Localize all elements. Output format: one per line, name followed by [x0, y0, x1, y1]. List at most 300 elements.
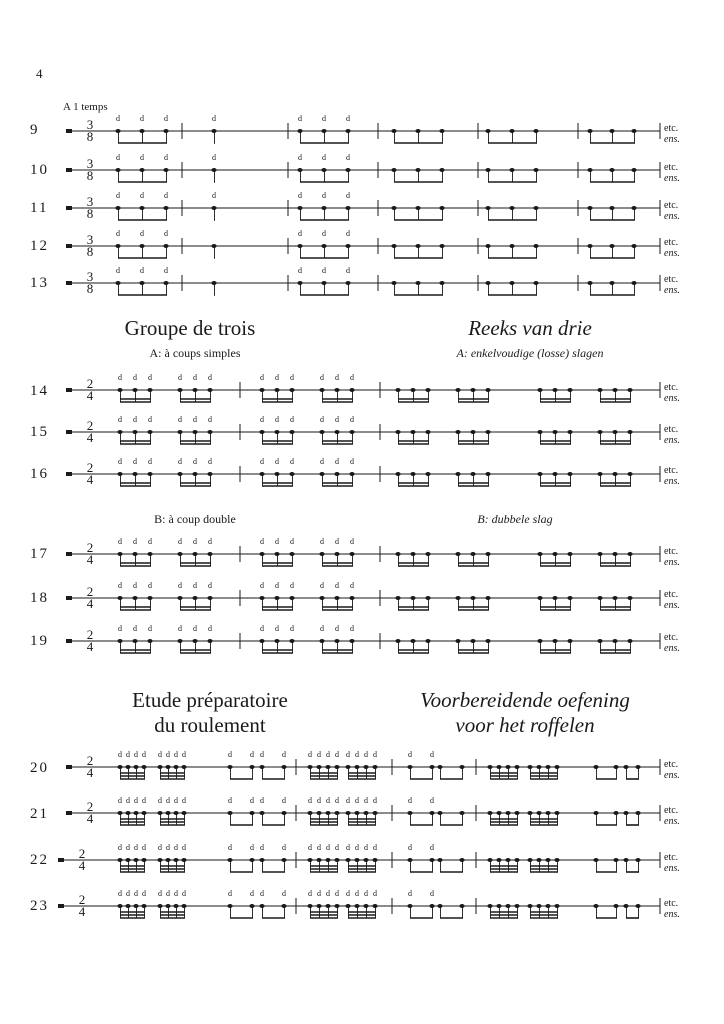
note-head: [627, 430, 632, 434]
sticking-mark: d: [148, 624, 152, 633]
sticking-mark: d: [364, 796, 368, 805]
note-head: [470, 472, 475, 476]
note-head: [181, 904, 186, 908]
sticking-mark: d: [164, 114, 168, 123]
note-head: [514, 811, 519, 815]
note-head: [439, 244, 444, 248]
note-head: [395, 472, 400, 476]
sticking-mark: d: [182, 889, 186, 898]
note-head: [487, 858, 492, 862]
exercise-number: 9: [30, 122, 40, 138]
note-head: [470, 388, 475, 392]
sticking-mark: d: [148, 581, 152, 590]
sticking-mark: d: [260, 415, 264, 424]
note-head: [485, 388, 490, 392]
note-head: [545, 904, 550, 908]
note-head: [345, 129, 350, 133]
note-head: [496, 765, 501, 769]
sticking-mark: d: [282, 796, 286, 805]
note-head: [410, 430, 415, 434]
sticking-mark: d: [193, 373, 197, 382]
note-head: [321, 168, 326, 172]
note-head: [527, 811, 532, 815]
sticking-mark: d: [260, 889, 264, 898]
note-head: [391, 281, 396, 285]
sticking-mark: d: [178, 581, 182, 590]
sticking-mark: d: [430, 889, 434, 898]
note-head: [536, 811, 541, 815]
note-head: [593, 811, 598, 815]
clef-mark: [66, 552, 72, 556]
sticking-mark: d: [228, 796, 232, 805]
sticking-mark: d: [355, 889, 359, 898]
note-head: [407, 858, 412, 862]
time-signature-numerator: 2: [86, 376, 94, 391]
sticking-mark: d: [335, 415, 339, 424]
note-head: [147, 388, 152, 392]
sticking-mark: d: [335, 889, 339, 898]
sticking-mark: d: [142, 843, 146, 852]
exercise-number: 10: [30, 162, 49, 178]
note-head: [139, 129, 144, 133]
note-head: [533, 206, 538, 210]
sticking-mark: d: [140, 191, 144, 200]
note-head: [316, 765, 321, 769]
sticking-mark: d: [178, 537, 182, 546]
note-head: [211, 206, 216, 210]
note-head: [527, 765, 532, 769]
sticking-mark: d: [355, 796, 359, 805]
sticking-mark: d: [118, 624, 122, 633]
note-head: [609, 244, 614, 248]
sticking-mark: d: [158, 796, 162, 805]
note-head: [211, 244, 216, 248]
sticking-mark: d: [182, 796, 186, 805]
sticking-mark: d: [364, 889, 368, 898]
clef-mark: [66, 244, 72, 248]
note-head: [410, 388, 415, 392]
note-head: [319, 596, 324, 600]
sticking-mark: d: [193, 581, 197, 590]
note-head: [117, 388, 122, 392]
sticking-mark: d: [335, 796, 339, 805]
exercise-number: 19: [30, 633, 49, 649]
exercise-number: 16: [30, 466, 49, 482]
single-strokes-nl: A: enkelvoudige (losse) slagen: [456, 346, 604, 360]
time-signature-numerator: 2: [86, 418, 94, 433]
note-head: [259, 552, 264, 556]
time-signature-numerator: 3: [86, 117, 94, 132]
double-stroke-nl: B: dubbele slag: [477, 512, 553, 526]
note-head: [391, 206, 396, 210]
sticking-mark: d: [118, 457, 122, 466]
sticking-mark: d: [355, 843, 359, 852]
sticking-mark: d: [335, 750, 339, 759]
note-head: [455, 430, 460, 434]
note-head: [249, 858, 254, 862]
sticking-mark: d: [275, 581, 279, 590]
note-head: [415, 168, 420, 172]
note-head: [509, 168, 514, 172]
note-head: [635, 765, 640, 769]
sticking-mark: d: [308, 796, 312, 805]
note-head: [177, 596, 182, 600]
note-head: [597, 388, 602, 392]
time-signature-denominator: 8: [86, 206, 94, 221]
sticking-mark: d: [373, 796, 377, 805]
time-signature-numerator: 2: [86, 799, 94, 814]
sticking-mark: d: [275, 624, 279, 633]
sticking-mark: d: [298, 114, 302, 123]
sticking-mark: d: [335, 624, 339, 633]
note-head: [597, 639, 602, 643]
note-head: [349, 388, 354, 392]
sticking-mark: d: [317, 750, 321, 759]
time-signature-numerator: 3: [86, 232, 94, 247]
note-head: [537, 388, 542, 392]
roll-title-fr-2: du roulement: [154, 713, 266, 737]
note-head: [334, 388, 339, 392]
note-head: [439, 206, 444, 210]
exercise-number: 17: [30, 546, 49, 562]
note-head: [249, 765, 254, 769]
note-head: [133, 765, 138, 769]
note-head: [631, 244, 636, 248]
sticking-mark: d: [134, 796, 138, 805]
sticking-mark: d: [350, 624, 354, 633]
note-head: [459, 904, 464, 908]
note-head: [597, 596, 602, 600]
time-signature-numerator: 3: [86, 269, 94, 284]
note-head: [259, 811, 264, 815]
time-signature-numerator: 2: [78, 892, 86, 907]
time-signature-numerator: 3: [86, 156, 94, 171]
etc-marker: etc. ens.: [664, 805, 680, 827]
note-head: [395, 639, 400, 643]
note-head: [623, 765, 628, 769]
sticking-mark: d: [364, 750, 368, 759]
sticking-mark: d: [164, 191, 168, 200]
note-head: [163, 168, 168, 172]
sticking-mark: d: [373, 843, 377, 852]
etc-marker: etc. ens.: [664, 546, 680, 568]
note-head: [307, 904, 312, 908]
note-head: [612, 472, 617, 476]
etc-marker: etc. ens.: [664, 274, 680, 296]
note-head: [597, 552, 602, 556]
note-head: [259, 472, 264, 476]
note-head: [485, 596, 490, 600]
note-head: [554, 765, 559, 769]
time-signature-denominator: 8: [86, 244, 94, 259]
note-head: [537, 639, 542, 643]
note-head: [259, 639, 264, 643]
sticking-mark: d: [320, 457, 324, 466]
tempo-mark: A 1 temps: [63, 101, 108, 113]
exercise-number: 21: [30, 806, 49, 822]
note-head: [297, 244, 302, 248]
time-signature-numerator: 2: [86, 540, 94, 555]
note-head: [567, 596, 572, 600]
note-head: [274, 596, 279, 600]
sticking-mark: d: [166, 750, 170, 759]
note-head: [470, 639, 475, 643]
roll-title-nl-1: Voorbereidende oefening: [420, 688, 630, 712]
note-head: [470, 430, 475, 434]
sticking-mark: d: [174, 889, 178, 898]
note-head: [429, 811, 434, 815]
note-head: [354, 765, 359, 769]
note-head: [139, 281, 144, 285]
note-head: [372, 811, 377, 815]
time-signature-denominator: 8: [86, 168, 94, 183]
note-head: [334, 472, 339, 476]
note-head: [325, 904, 330, 908]
note-head: [281, 858, 286, 862]
note-head: [407, 765, 412, 769]
note-head: [181, 858, 186, 862]
etc-marker: etc. ens.: [664, 632, 680, 654]
note-head: [410, 472, 415, 476]
note-head: [281, 811, 286, 815]
note-head: [289, 388, 294, 392]
note-head: [533, 244, 538, 248]
note-head: [537, 596, 542, 600]
note-head: [533, 168, 538, 172]
sticking-mark: d: [212, 153, 216, 162]
note-head: [115, 281, 120, 285]
note-head: [470, 596, 475, 600]
note-head: [533, 129, 538, 133]
exercise-number: 23: [30, 898, 49, 914]
sticking-mark: d: [148, 415, 152, 424]
sticking-mark: d: [308, 750, 312, 759]
note-head: [132, 472, 137, 476]
note-head: [132, 552, 137, 556]
sticking-mark: d: [335, 843, 339, 852]
sticking-mark: d: [164, 266, 168, 275]
note-head: [132, 430, 137, 434]
sticking-mark: d: [250, 889, 254, 898]
note-head: [439, 168, 444, 172]
etc-marker: etc. ens.: [664, 237, 680, 259]
sticking-mark: d: [250, 750, 254, 759]
note-head: [612, 388, 617, 392]
note-head: [509, 206, 514, 210]
note-head: [496, 904, 501, 908]
note-head: [319, 552, 324, 556]
note-head: [139, 168, 144, 172]
note-head: [552, 596, 557, 600]
note-head: [307, 765, 312, 769]
note-head: [455, 472, 460, 476]
note-head: [455, 388, 460, 392]
note-head: [609, 281, 614, 285]
sticking-mark: d: [250, 843, 254, 852]
note-head: [536, 904, 541, 908]
clef-mark: [66, 430, 72, 434]
sticking-mark: d: [335, 581, 339, 590]
note-head: [631, 129, 636, 133]
note-head: [487, 765, 492, 769]
clef-mark: [66, 765, 72, 769]
note-head: [211, 281, 216, 285]
sticking-mark: d: [182, 843, 186, 852]
sticking-mark: d: [373, 889, 377, 898]
note-head: [429, 904, 434, 908]
note-head: [334, 904, 339, 908]
note-head: [125, 811, 130, 815]
note-head: [115, 168, 120, 172]
page-number: 4: [36, 66, 43, 81]
note-head: [363, 904, 368, 908]
sticking-mark: d: [158, 750, 162, 759]
note-head: [147, 472, 152, 476]
note-head: [459, 858, 464, 862]
sticking-mark: d: [408, 889, 412, 898]
note-head: [514, 765, 519, 769]
note-head: [325, 858, 330, 862]
note-head: [627, 472, 632, 476]
note-head: [395, 388, 400, 392]
note-head: [141, 858, 146, 862]
sticking-mark: d: [408, 843, 412, 852]
sticking-mark: d: [320, 537, 324, 546]
clef-mark: [66, 811, 72, 815]
note-head: [319, 639, 324, 643]
note-head: [425, 639, 430, 643]
note-head: [259, 858, 264, 862]
time-signature-numerator: 2: [86, 627, 94, 642]
note-head: [316, 858, 321, 862]
sticking-mark: d: [298, 191, 302, 200]
note-head: [609, 129, 614, 133]
sticking-mark: d: [320, 415, 324, 424]
note-head: [437, 811, 442, 815]
note-head: [612, 639, 617, 643]
note-head: [181, 811, 186, 815]
note-head: [297, 168, 302, 172]
sticking-mark: d: [148, 537, 152, 546]
exercise-number: 20: [30, 760, 49, 776]
note-head: [363, 811, 368, 815]
sticking-mark: d: [430, 750, 434, 759]
sticking-mark: d: [320, 581, 324, 590]
note-head: [587, 168, 592, 172]
etc-marker: etc. ens.: [664, 123, 680, 145]
sticking-mark: d: [322, 191, 326, 200]
note-head: [395, 596, 400, 600]
note-head: [354, 904, 359, 908]
note-head: [363, 765, 368, 769]
sticking-mark: d: [260, 843, 264, 852]
note-head: [141, 765, 146, 769]
note-head: [509, 281, 514, 285]
sticking-mark: d: [116, 266, 120, 275]
note-head: [192, 552, 197, 556]
exercise-number: 14: [30, 383, 49, 399]
note-head: [415, 129, 420, 133]
sticking-mark: d: [116, 153, 120, 162]
note-head: [115, 244, 120, 248]
roll-title-nl-2: voor het roffelen: [455, 713, 595, 737]
note-head: [259, 388, 264, 392]
note-head: [297, 206, 302, 210]
note-head: [321, 206, 326, 210]
note-head: [552, 472, 557, 476]
note-head: [609, 206, 614, 210]
note-head: [117, 472, 122, 476]
note-head: [410, 596, 415, 600]
note-head: [372, 904, 377, 908]
etc-marker: etc. ens.: [664, 759, 680, 781]
exercise-number: 12: [30, 238, 49, 254]
note-head: [527, 858, 532, 862]
note-head: [537, 552, 542, 556]
note-head: [593, 904, 598, 908]
note-head: [147, 430, 152, 434]
note-head: [485, 430, 490, 434]
sticking-mark: d: [118, 581, 122, 590]
note-head: [395, 430, 400, 434]
note-head: [597, 430, 602, 434]
note-head: [274, 388, 279, 392]
sticking-mark: d: [148, 457, 152, 466]
note-head: [259, 765, 264, 769]
double-stroke-fr: B: à coup double: [154, 512, 236, 526]
sticking-mark: d: [140, 266, 144, 275]
sticking-mark: d: [212, 191, 216, 200]
note-head: [165, 904, 170, 908]
note-head: [321, 244, 326, 248]
note-head: [410, 552, 415, 556]
clef-mark: [66, 596, 72, 600]
note-head: [307, 811, 312, 815]
note-head: [259, 430, 264, 434]
note-head: [316, 904, 321, 908]
sticking-mark: d: [228, 750, 232, 759]
note-head: [623, 811, 628, 815]
sticking-mark: d: [126, 750, 130, 759]
sticking-mark: d: [133, 581, 137, 590]
sticking-mark: d: [350, 373, 354, 382]
sticking-mark: d: [260, 581, 264, 590]
sticking-mark: d: [290, 373, 294, 382]
sticking-mark: d: [320, 624, 324, 633]
sticking-mark: d: [208, 457, 212, 466]
note-head: [410, 639, 415, 643]
sticking-mark: d: [118, 750, 122, 759]
sticking-mark: d: [116, 229, 120, 238]
sticking-mark: d: [275, 373, 279, 382]
note-head: [117, 552, 122, 556]
note-head: [325, 811, 330, 815]
note-head: [485, 206, 490, 210]
note-head: [554, 858, 559, 862]
note-head: [597, 472, 602, 476]
sticking-mark: d: [174, 796, 178, 805]
time-signature-numerator: 2: [86, 753, 94, 768]
note-head: [425, 388, 430, 392]
sticking-mark: d: [164, 229, 168, 238]
sticking-mark: d: [178, 457, 182, 466]
note-head: [319, 472, 324, 476]
note-head: [117, 904, 122, 908]
note-head: [505, 904, 510, 908]
note-head: [587, 129, 592, 133]
note-head: [554, 811, 559, 815]
sticking-mark: d: [178, 415, 182, 424]
